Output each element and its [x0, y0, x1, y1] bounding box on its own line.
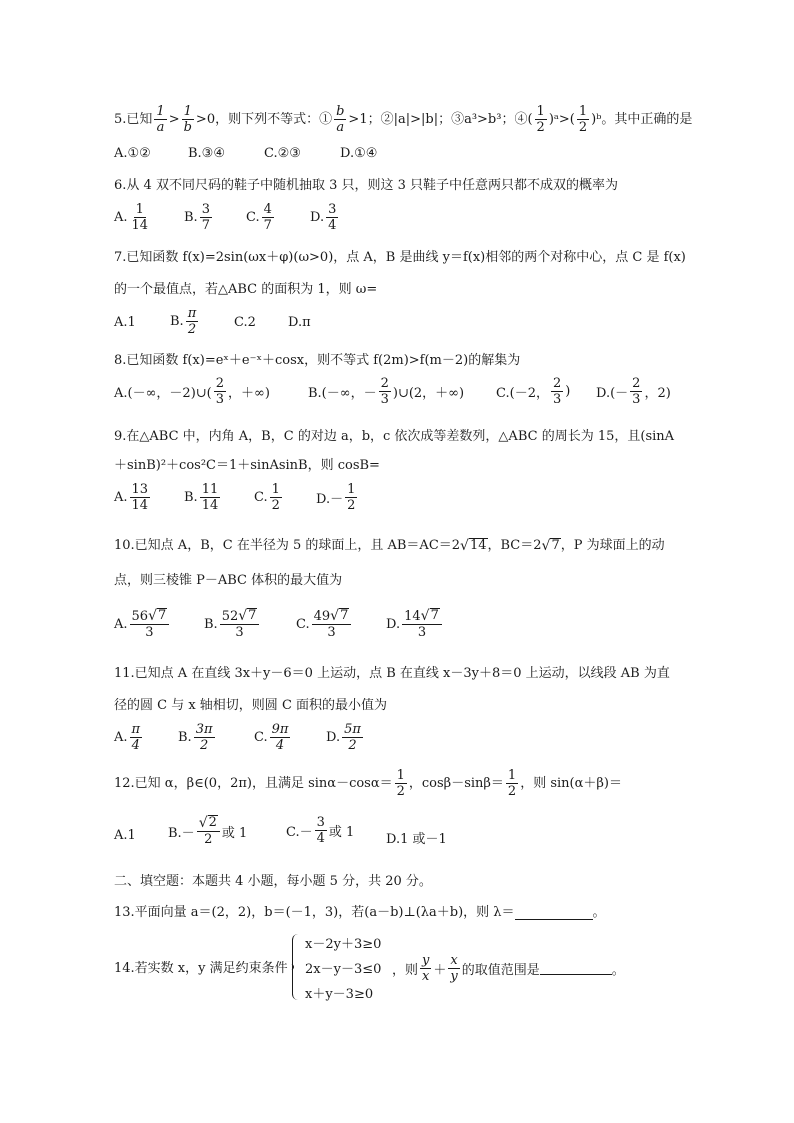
left-brace-icon — [292, 934, 301, 1000]
q11-option-a: A. $\frac{\pi}{4}$ — [114, 722, 141, 753]
q6-option-a: A. $\frac{1}{14}$ — [114, 202, 149, 233]
question-11-line-1: 11.已知点 A 在直线 3x＋y－6＝0 上运动，点 B 在直线 x－3y＋8＝0 上运动，以线段 AB 为直 — [114, 666, 670, 681]
q9-option-a: A. $\frac{13}{14}$ — [114, 482, 149, 513]
q7-option-b: B. $\frac{\pi}{2}$ — [170, 306, 197, 337]
q5-option-d: D.①④ — [340, 146, 378, 161]
q10-option-d: D. 14 √ 7 3 — [386, 608, 444, 640]
q10-sqrt-14: √ 14 — [460, 538, 487, 554]
q9-option-c: C. $\frac{1}{2}$ — [254, 482, 280, 513]
q9-option-d: D.－ $\frac{1}{2}$ — [316, 482, 356, 513]
q7-option-d: D.π — [288, 315, 311, 330]
q5-fraction-b-over-a: $\frac{b}{a}$ — [336, 104, 345, 135]
q10-option-c: C. 49 √ 7 3 — [296, 608, 353, 640]
question-5-stem — [114, 104, 692, 135]
question-7-line-1: 7.已知函数 f(x)=2sin(ωx＋φ)(ω>0)，点 A，B 是曲线 y＝f(x)相邻的两个对称中心，点 C 是 f(x) — [114, 250, 686, 265]
question-6-stem: 6.从 4 双不同尺码的鞋子中随机抽取 3 只，则这 3 只鞋子中任意两只都不成双的概率为 — [114, 178, 619, 193]
q14-constraint-3: x＋y－3≥0 — [305, 986, 374, 1002]
q8-option-c: C.(－2， $\frac{2}{3}$ ) — [496, 376, 571, 407]
q5-fraction-half-2: $\frac{1}{2}$ — [578, 104, 588, 135]
q7-option-c: C.2 — [234, 315, 256, 330]
q14-constraint-system — [292, 932, 381, 1002]
q6-option-c: C. $\frac{4}{7}$ — [246, 202, 272, 233]
question-10-line-1: 10.已知点 A，B，C 在半径为 5 的球面上，且 AB＝AC＝2 √ 14 ，BC＝2 √ 7 ，P 为球面上的动 — [114, 538, 665, 554]
q5-option-c: C.②③ — [264, 146, 301, 161]
question-9-line-1: 9.在△ABC 中，内角 A，B，C 的对边 a，b，c 依次成等差数列，△ABC 的周长为 15，且(sinA — [114, 429, 675, 444]
q11-option-b: B. $\frac{3\pi}{2}$ — [178, 722, 213, 753]
q10-option-a: A. 56 √ 7 3 — [114, 608, 171, 640]
q10-option-b: B. 52 √ 7 3 — [204, 608, 261, 640]
q5-prefix: 5.已知 — [114, 111, 153, 127]
q10-sqrt-7: √ 7 — [541, 538, 560, 554]
q11-option-d: D. $\frac{5\pi}{2}$ — [326, 722, 361, 753]
q12-option-a: A.1 — [114, 828, 136, 843]
q9-option-b: B. $\frac{11}{14}$ — [184, 482, 219, 513]
q5-mid2: >1；②|a|>|b|；③a³>b³；④( — [348, 111, 533, 127]
q12-fraction-1: $\frac{1}{2}$ — [396, 768, 405, 799]
q5-suffix: )ᵇ。其中正确的是 — [591, 111, 693, 127]
q6-option-b: B. $\frac{3}{7}$ — [184, 202, 210, 233]
q5-gt: > — [168, 111, 180, 127]
q11-option-c: C. $\frac{9\pi}{4}$ — [254, 722, 289, 753]
q5-mid3: )ᵃ>( — [548, 111, 575, 127]
q5-fraction-1-over-b: $\frac{1}{b}$ — [183, 104, 192, 135]
question-11-line-2: 径的圆 C 与 x 轴相切，则圆 C 面积的最小值为 — [114, 698, 388, 713]
q5-option-b: B.③④ — [188, 146, 225, 161]
q7-option-a: A.1 — [114, 315, 136, 330]
q13-answer-blank[interactable] — [515, 907, 593, 920]
q14-constraint-1: x－2y＋3≥0 — [305, 936, 382, 952]
question-7-line-2: 的一个最值点，若△ABC 的面积为 1，则 ω= — [114, 282, 378, 297]
q8-option-a: A.(－∞，－2)∪( $\frac{2}{3}$ ，＋∞) — [114, 376, 270, 407]
q5-option-a: A.①② — [114, 146, 151, 161]
question-9-line-2: ＋sinB)²＋cos²C＝1＋sinAsinB，则 cosB= — [114, 458, 380, 473]
question-8-stem: 8.已知函数 f(x)=eˣ＋e⁻ˣ＋cosx，则不等式 f(2m)>f(m－2)的解集为 — [114, 353, 521, 368]
q12-option-d: D.1 或－1 — [386, 832, 447, 847]
q5-mid: >0，则下列不等式：① — [195, 111, 333, 127]
question-13: 13.平面向量 a＝(2，2)，b＝(－1，3)，若(a－b)⊥(λa＋b)，则 λ＝ 。 — [114, 905, 606, 920]
q14-prefix: 14.若实数 x，y 满足约束条件 — [114, 961, 288, 976]
q6-option-d: D. $\frac{3}{4}$ — [310, 202, 337, 233]
q12-fraction-2: $\frac{1}{2}$ — [507, 768, 517, 799]
section-fill-in-heading: 二、填空题：本题共 4 小题，每小题 5 分，共 20 分。 — [114, 874, 432, 889]
q14-expression: ，则 $\frac{y}{x}$ ＋ $\frac{x}{y}$ 的取值范围是 。 — [392, 953, 625, 984]
question-10-line-2: 点，则三棱锥 P－ABC 体积的最大值为 — [114, 573, 343, 588]
q5-fraction-half-1: $\frac{1}{2}$ — [536, 104, 545, 135]
q5-fraction-1-over-a: $\frac{1}{a}$ — [156, 104, 165, 135]
q8-option-d: D.(－ $\frac{2}{3}$ ，2) — [596, 376, 671, 407]
question-12-stem: 12.已知 α，β∈(0，2π)，且满足 sinα－cosα＝ $\frac{1}{2}$ ，cosβ－sinβ＝ $\frac{1}{2}$ ，则 sin(α＋β)＝ — [114, 768, 622, 799]
q8-option-b: B.(－∞，－ $\frac{2}{3}$ )∪(2，＋∞) — [308, 376, 465, 407]
q14-answer-blank[interactable] — [540, 962, 612, 975]
q12-option-b: B.－ √ 2 2 或 1 — [168, 815, 248, 847]
q12-option-c: C.－ $\frac{3}{4}$ 或 1 — [286, 815, 355, 846]
q14-constraint-2: 2x－y－3≤0 — [305, 961, 382, 977]
